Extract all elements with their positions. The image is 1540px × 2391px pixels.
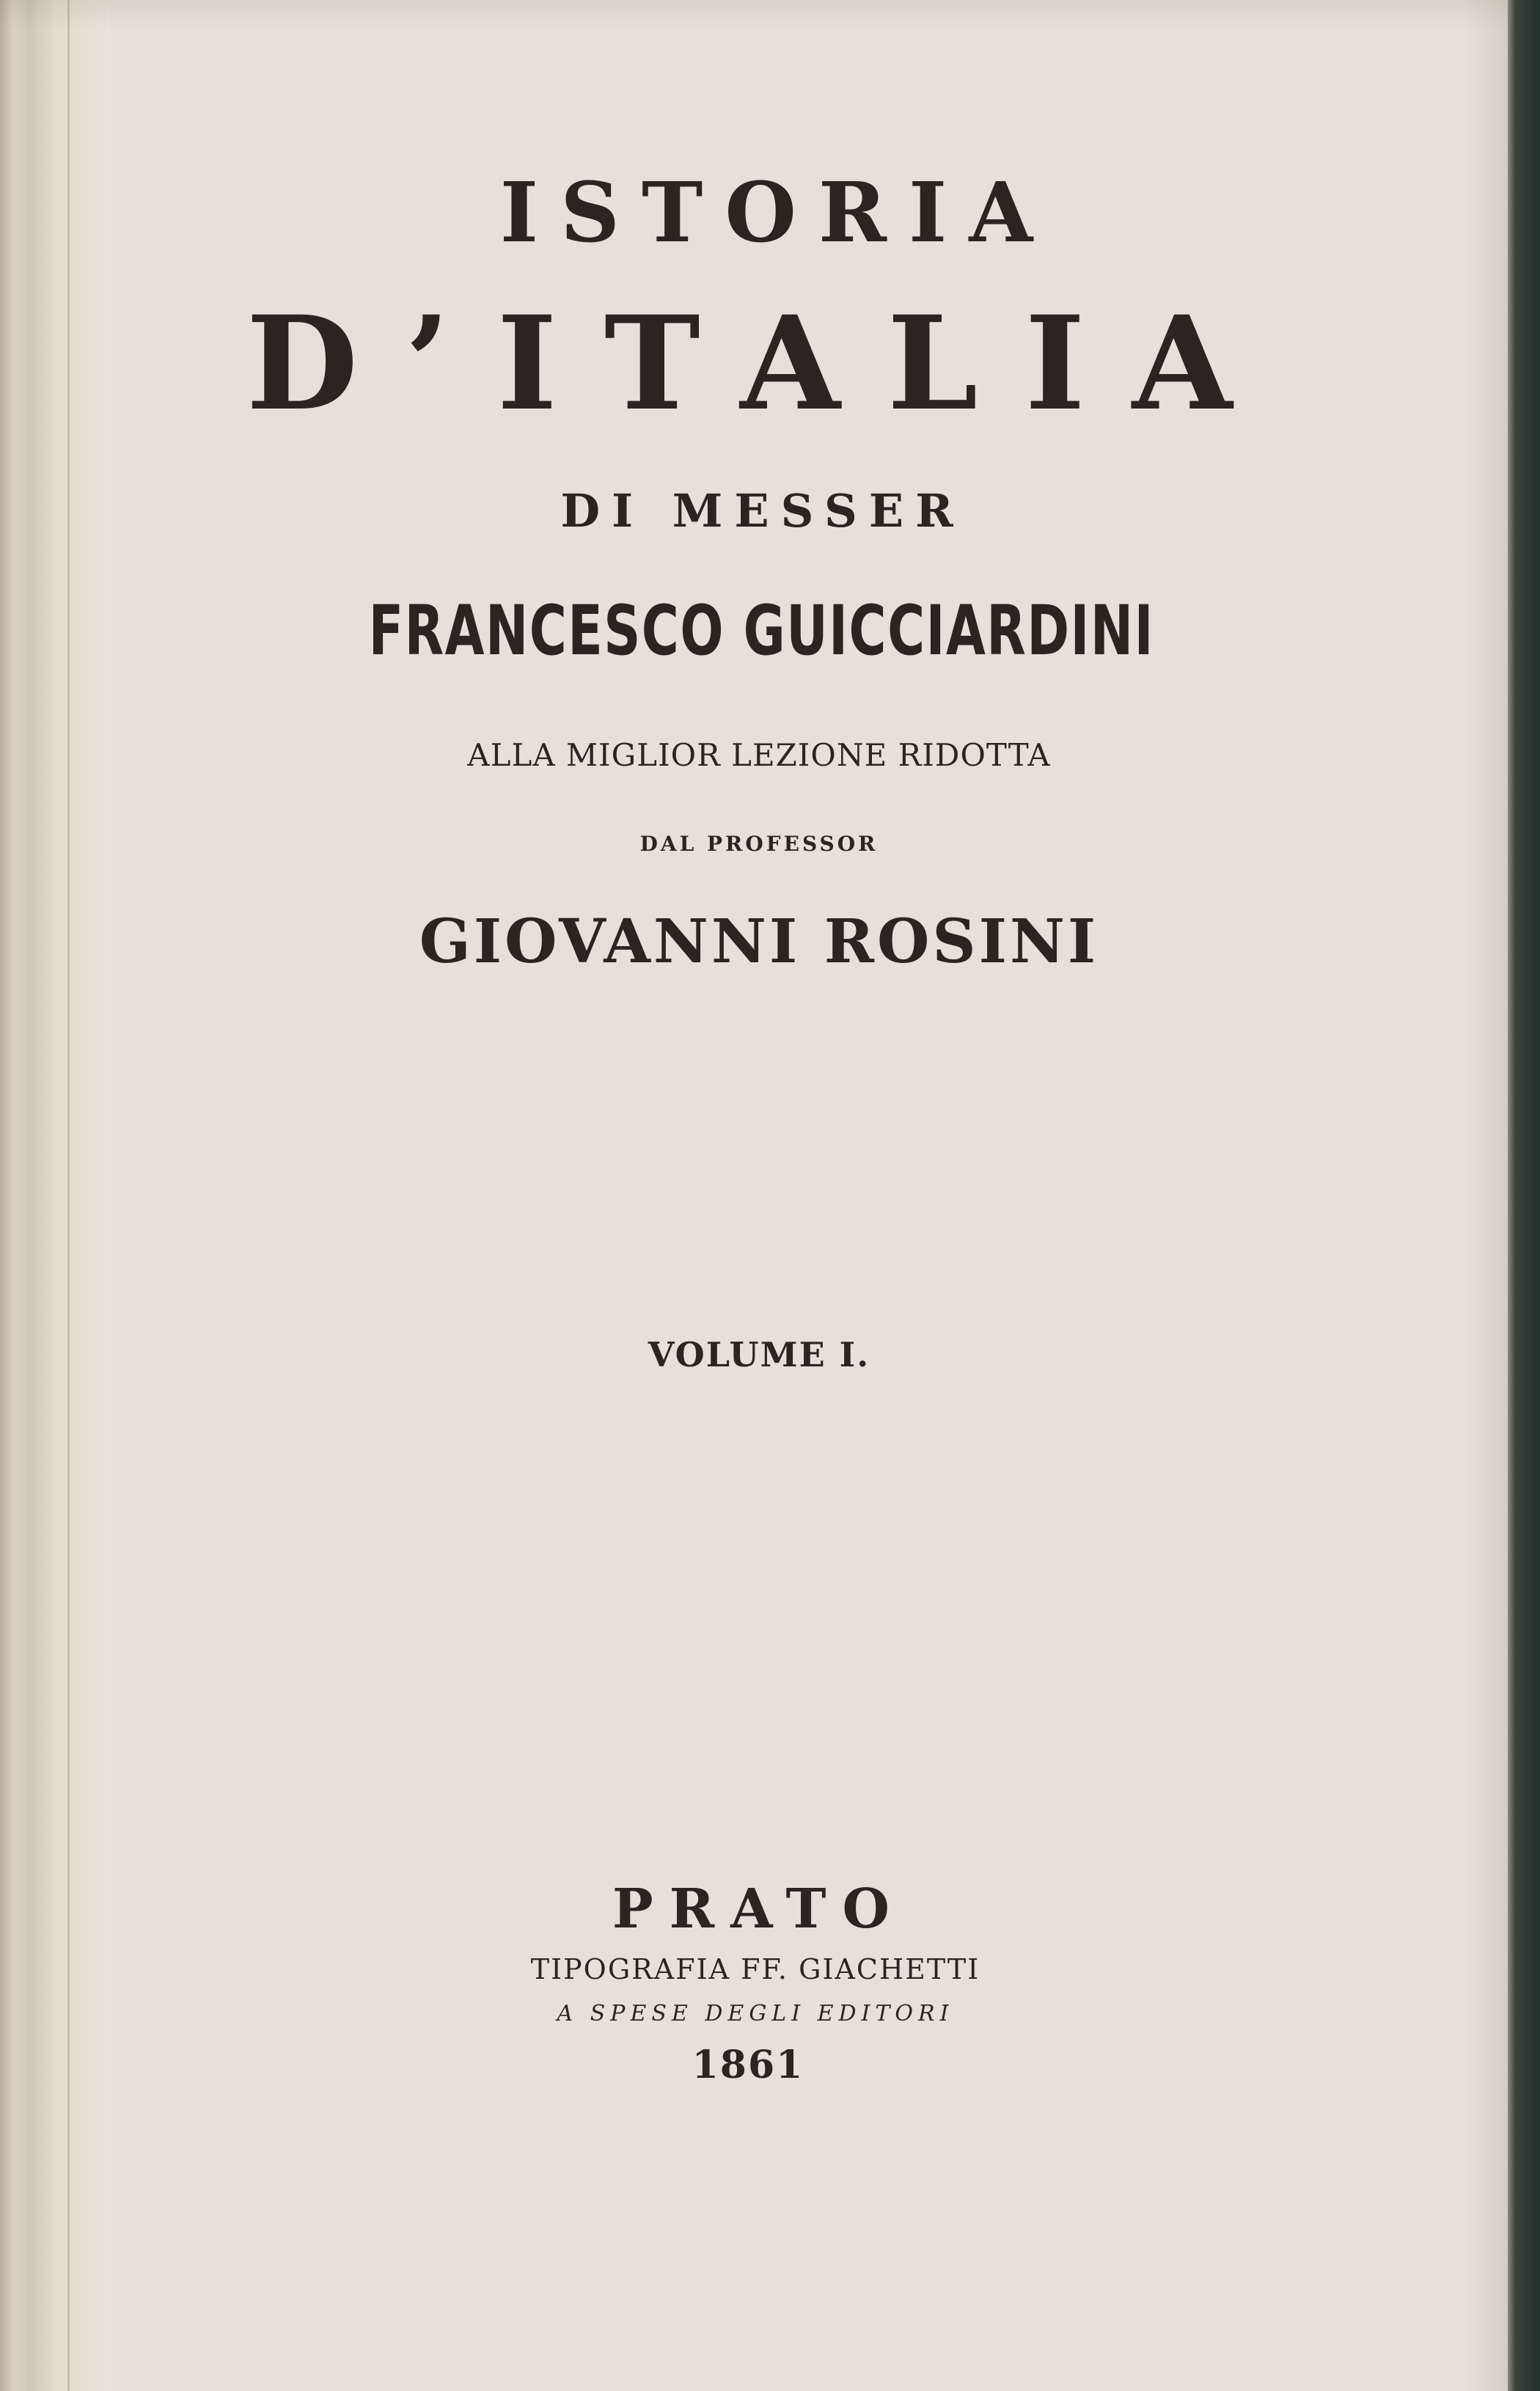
editor-name: GIOVANNI ROSINI [419, 907, 1099, 977]
imprint-city: PRATO [612, 1878, 906, 1941]
imprint-expense-note: A SPESE DEGLI EDITORI [557, 2001, 954, 2026]
title-line-ditalia: D’ITALIA [246, 288, 1280, 439]
editor-prefix: DAL PROFESSOR [639, 832, 879, 856]
imprint-printer: TIPOGRAFIA FF. GIACHETTI [530, 1953, 980, 1985]
author-name: FRANCESCO GUICCIARDINI [368, 591, 1154, 671]
top-edge-shade [0, 0, 1540, 29]
title-line-istoria: ISTORIA [499, 165, 1055, 261]
imprint-year: 1861 [692, 2043, 804, 2087]
edition-note: ALLA MIGLIOR LEZIONE RIDOTTA [467, 737, 1051, 773]
volume-label: VOLUME I. [648, 1335, 870, 1374]
title-line-di-messer: DI MESSER [560, 484, 965, 538]
